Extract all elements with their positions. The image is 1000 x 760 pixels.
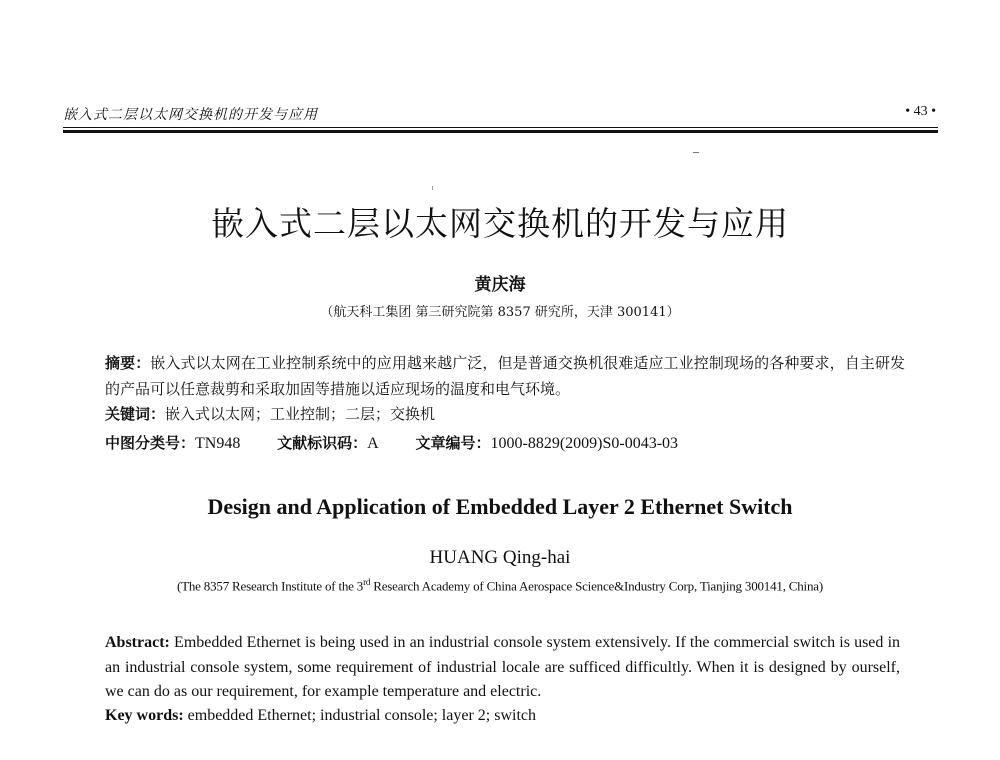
keywords-zh-label: 关键词： (105, 405, 166, 423)
clc-number: 中图分类号：TN948 (105, 434, 241, 452)
author-en: HUANG Qing-hai (429, 547, 571, 568)
affiliation-zh: （航天科工集团 第三研究院第 8357 研究所，天津 300141） (320, 305, 680, 320)
classification-line (105, 432, 905, 453)
abstract-en (105, 631, 900, 705)
keywords-en-label: Key words: (105, 707, 184, 724)
abstract-zh-text: 嵌入式以太网在工业控制系统中的应用越来越广泛，但是普通交换机很难适应工业控制现场的各种要求，自主研发的产品可以任意裁剪和采取加固等措施以适应现场的温度和电气环境。 (105, 354, 905, 398)
header-rule-thick (63, 130, 938, 133)
header-rule-thin (63, 127, 938, 128)
page-number: • 43 • (905, 104, 936, 119)
abstract-zh (105, 350, 905, 402)
keywords-en (105, 707, 536, 725)
abstract-en-text: Embedded Ethernet is being used in an industrial console system extensively. If the commercial switch is used in an industrial console system, some requirement of industrial locale are sufficed difficultly. When it is designed by ourself, we can do as our requirement, for example temperature and electric. (105, 634, 901, 700)
keywords-en-text: embedded Ethernet; industrial console; layer 2; switch (187, 707, 536, 724)
article-number: 文章编号：1000-8829(2009)S0-0043-03 (415, 434, 679, 452)
abstract-zh-label: 摘要： (105, 354, 151, 372)
running-title: 嵌入式二层以太网交换机的开发与应用 (63, 107, 318, 123)
abstract-en-label: Abstract: (105, 634, 170, 651)
keywords-zh (105, 403, 435, 424)
scan-speck (432, 186, 433, 190)
keywords-zh-text: 嵌入式以太网；工业控制；二层；交换机 (165, 405, 436, 423)
paper-title-en: Design and Application of Embedded Layer 2 Ethernet Switch (207, 494, 793, 519)
document-code: 文献标识码：A (277, 434, 379, 452)
author-zh: 黄庆海 (474, 275, 526, 295)
scan-speck (693, 152, 699, 153)
paper-title-zh: 嵌入式二层以太网交换机的开发与应用 (211, 204, 789, 243)
affiliation-en: (The 8357 Research Institute of the 3rd Research Academy of China Aerospace Science&Industry Corp, Tianjing 300141, China) (177, 577, 823, 594)
